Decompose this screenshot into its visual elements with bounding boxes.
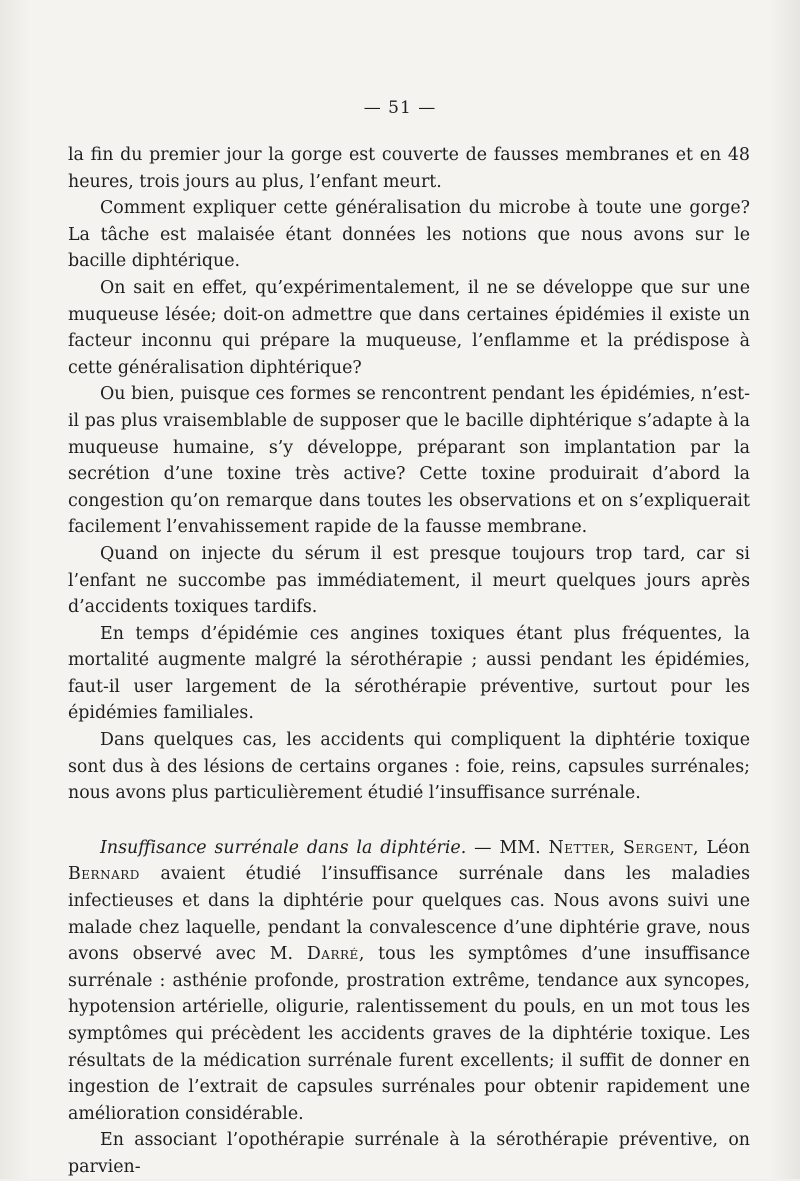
paragraph-6: En temps d’épidémie ces angines toxiques étant plus fréquentes, la mortalité augmente malgré la sérothérapie ; aussi pendant les épidémies, faut-il user largement de la sérothérapie préventive, surtout pour les épidémies familiales. [68,623,750,724]
paragraph-4: Ou bien, puisque ces formes se rencontrent pendant les épidémies, n’est-il pas plus vraisemblable de supposer que le bacille diphtérique s’adapte à la muqueuse humaine, s’y développe, préparant son implantation par la secrétion d’une toxine très active? Cette toxine produirait d’abord la congestion qu’on remarque dans toutes les observations et on s’expliquerait facilement l’envahissement rapide de la fausse membrane. [68,384,750,538]
body-text [68,142,750,1181]
paragraph-3: On sait en effet, qu’expérimentalement, il ne se développe que sur une muqueuse lésée; doit-on admettre que dans certaines épidémies il existe un facteur inconnu qui prépare la muqueuse, l’enflamme et la prédispose à cette généralisation diphtérique? [68,277,750,378]
paragraph-2: Comment expliquer cette généralisation du microbe à toute une gorge? La tâche est malaisée étant données les notions que nous avons sur le bacille diphtérique. [68,198,750,272]
author-netter: Netter [548,837,610,858]
paragraph-1: la fin du premier jour la gorge est couverte de fausses membranes et en 48 heures, trois jours au plus, l’enfant meurt. [68,145,750,192]
author-darre: Darré [306,944,359,965]
section-paragraph [68,835,750,1128]
section-title: Insuffisance surrénale dans la diphtérie. [100,837,467,858]
author-bernard: Bernard [68,864,140,885]
section-text-a: avaient étudié l’insuffisance surrénale dans les maladies infectieuses et dans la diphtérie pour quelques cas. Nous avons suivi une malade chez laquelle, pendant la convalescence d’une diphtérie grave, nous avons observé avec M. [68,864,750,965]
last-paragraph: En associant l’opothérapie surrénale à la sérothérapie préventive, on parvien- [68,1130,750,1177]
section-text-b: , tous les symptômes d’une insuffisance surrénale : asthénie profonde, prostration extrême, tendance aux syncopes, hypotension artérielle, oligurie, ralentissement du pouls, en un mot tous les symptômes qui précèdent les accidents graves de la diphtérie toxique. Les résultats de la médication surrénale furent excellents; il suffit de donner en ingestion de l’extrait de capsules surrénales pour obtenir rapidement une amélioration considérable. [68,944,750,1124]
author-sergent: Sergent [622,837,694,858]
page-number: — 51 — [363,98,437,118]
separator-2: , Léon [693,837,750,858]
section-dash: — MM. [466,837,549,858]
paragraph-5: Quand on injecte du sérum il est presque toujours trop tard, car si l’enfant ne succombe pas immédiatement, il meurt quelques jours après d’accidents toxiques tardifs. [68,543,750,618]
separator-1: , [609,837,623,858]
paragraph-7: Dans quelques cas, les accidents qui compliquent la diphtérie toxique sont dus à des lésions de certains organes : foie, reins, capsules surrénales; nous avons plus particulièrement étudié l’insuffisance surrénale. [68,730,750,804]
